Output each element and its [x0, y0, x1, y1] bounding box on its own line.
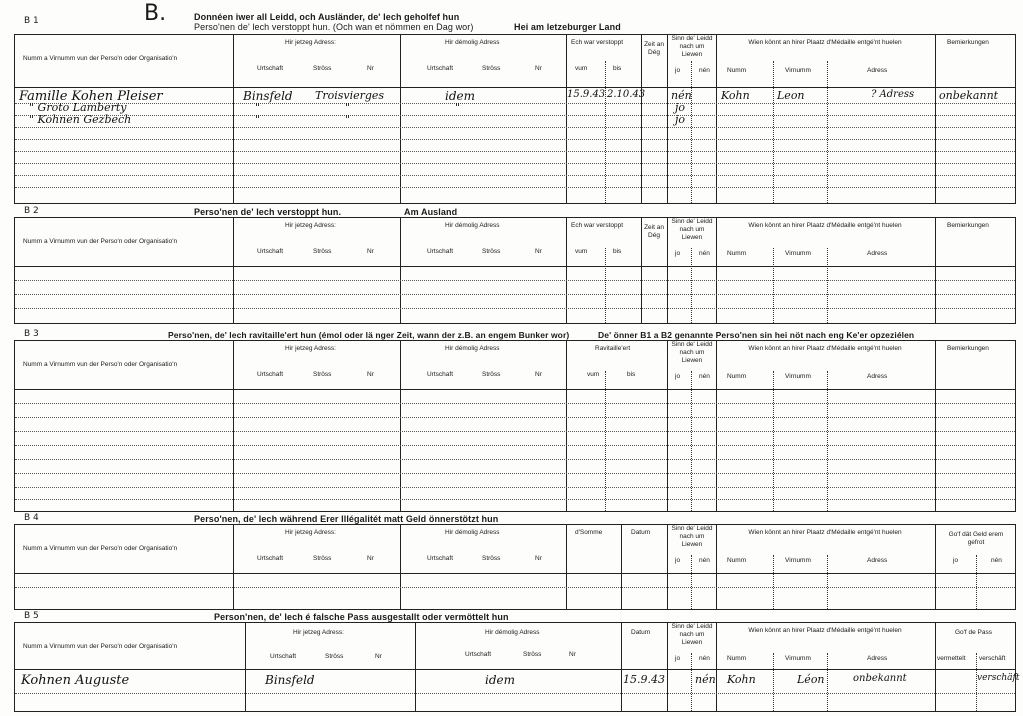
- row3-street: ": [345, 113, 351, 126]
- header-medal-address: Adress: [867, 557, 888, 564]
- header-remarks: Bemierkungen: [947, 39, 989, 46]
- header-yes: jo: [675, 557, 681, 564]
- header-medal-name: Numm: [727, 557, 747, 564]
- header-no: nén: [699, 655, 710, 662]
- header-old-street: Ströss: [482, 371, 501, 378]
- header-no: nén: [699, 557, 710, 564]
- row2-alive: jo: [675, 101, 686, 114]
- row3-place: ": [255, 113, 261, 126]
- header-medal-address: Adress: [867, 67, 888, 74]
- header-old-street: Ströss: [523, 651, 542, 658]
- header-hidden: Ech war verstoppt: [571, 39, 624, 46]
- header-street: Ströss: [313, 555, 332, 562]
- section-b1: [14, 1, 1016, 205]
- header-nr: Nr: [367, 555, 374, 562]
- header-from: vum: [575, 248, 588, 255]
- header-hidden: Ech war verstoppt: [571, 222, 624, 229]
- header-supplied: Ravitaille'ert: [595, 345, 631, 352]
- header-yes: jo: [675, 655, 681, 662]
- header-medal: Wien könnt an hirer Plaatz d'Médaille entgé'nt huelen: [748, 627, 902, 634]
- section-b5: [14, 611, 1020, 712]
- header-medal-first: Virnumm: [785, 67, 811, 74]
- header-pass-issued: vermettelt: [937, 655, 966, 662]
- section-label: B 4: [24, 513, 39, 523]
- header-old-place: Urtschaft: [427, 65, 454, 72]
- header-current-address: Hir jetzeg Adress:: [285, 345, 336, 352]
- header-old-place: Urtschaft: [427, 248, 454, 255]
- table-b4: [14, 524, 1016, 610]
- section-title-b: Am Ausland: [404, 207, 458, 217]
- header-old-nr: Nr: [535, 248, 542, 255]
- b5-row-pass: verschäft: [977, 673, 1020, 683]
- header-to: bis: [627, 371, 636, 378]
- header-name: Numm a Virnumm vun der Perso'n oder Organisatio'n: [23, 361, 178, 368]
- row2-old-address: ": [455, 101, 461, 114]
- header-medal: Wien könnt an hirer Plaatz d'Médaille entgé'nt huelen: [748, 529, 902, 536]
- header-from: vum: [587, 371, 600, 378]
- header-pass: Go'f de Pass: [955, 629, 993, 636]
- table-b1: [14, 34, 1016, 204]
- header-date: Datum: [631, 529, 651, 536]
- header-alive: Sinn de' Leidd nach um Liewen: [671, 35, 713, 58]
- header-nr: Nr: [367, 371, 374, 378]
- b5-row-old-address: idem: [485, 673, 515, 687]
- header-alive: Sinn de' Leidd nach um Liewen: [671, 341, 713, 364]
- header-nr: Nr: [367, 65, 374, 72]
- header-current-address: Hir jetzeg Adress:: [285, 222, 336, 229]
- header-medal: Wien könnt an hirer Plaatz d'Médaille entgé'nt huelen: [748, 39, 902, 46]
- header-pass-made: verschäft: [979, 655, 1006, 662]
- header-medal-first: Virnumm: [785, 373, 811, 380]
- header-alive: Sinn de' Leidd nach um Liewen: [671, 623, 713, 646]
- header-yes: jo: [675, 67, 681, 74]
- header-medal-name: Numm: [727, 67, 747, 74]
- header-time: Zeit an Dég: [644, 41, 664, 56]
- row2-name: " Groto Lamberty: [29, 101, 127, 114]
- header-medal-name: Numm: [727, 250, 747, 257]
- row2-street: ": [345, 101, 351, 114]
- row2-place: ": [255, 101, 261, 114]
- header-old-nr: Nr: [569, 651, 576, 658]
- header-money-yes: jo: [953, 557, 959, 564]
- header-yes: jo: [675, 250, 681, 257]
- header-old-address: Hir démolig Adress: [445, 39, 500, 46]
- header-old-address: Hir démolig Adress: [485, 629, 540, 636]
- header-to: bis: [613, 248, 622, 255]
- header-street: Ströss: [313, 371, 332, 378]
- row1-medal-address: ? Adress: [871, 89, 915, 100]
- b5-row-medal-address: onbekannt: [853, 673, 907, 684]
- section-label: B 5: [24, 611, 39, 621]
- table-b5: [14, 622, 1020, 712]
- header-sum: d'Somme: [575, 529, 603, 536]
- header-medal-address: Adress: [867, 250, 888, 257]
- section-subtitle: Perso'nen de' lech verstoppt hun. (Och wan et nömmen en Dag wor): [194, 22, 474, 32]
- row1-remarks: onbekannt: [939, 89, 999, 102]
- header-medal-name: Numm: [727, 655, 747, 662]
- header-medal-name: Numm: [727, 373, 747, 380]
- section-label: B 1: [24, 16, 39, 26]
- header-medal: Wien könnt an hirer Plaatz d'Médaille entgé'nt huelen: [748, 222, 902, 229]
- table-b3: [14, 340, 1016, 512]
- row1-from: 15.9.43: [567, 89, 606, 100]
- header-current-address: Hir jetzeg Adress:: [285, 529, 336, 536]
- header-current-address: Hir jetzeg Adress:: [293, 629, 344, 636]
- section-title: Perso'nen de' lech verstoppt hun.: [194, 207, 342, 217]
- header-old-address: Hir démolig Adress: [445, 345, 500, 352]
- header-from: vum: [575, 65, 588, 72]
- b5-row-medal-name: Kohn: [727, 673, 756, 686]
- section-b4: [14, 514, 1016, 610]
- header-old-street: Ströss: [482, 248, 501, 255]
- header-old-place: Urtschaft: [465, 651, 492, 658]
- header-time: Zeit an Dég: [644, 224, 664, 239]
- header-no: nén: [699, 250, 710, 257]
- header-alive: Sinn de' Leidd nach um Liewen: [671, 218, 713, 241]
- section-label: B 3: [24, 329, 39, 339]
- header-name: Numm a Virnumm vun der Perso'n oder Organisatio'n: [23, 238, 178, 245]
- header-old-place: Urtschaft: [427, 555, 454, 562]
- header-place: Urtschaft: [257, 65, 284, 72]
- header-street: Ströss: [325, 653, 344, 660]
- header-old-address: Hir démolig Adress: [445, 222, 500, 229]
- header-to: bis: [613, 65, 622, 72]
- header-old-nr: Nr: [535, 371, 542, 378]
- header-remarks: Bemierkungen: [947, 222, 989, 229]
- row1-name: Famille Kohen Pleiser: [19, 89, 163, 104]
- header-no: nén: [699, 373, 710, 380]
- header-old-nr: Nr: [535, 555, 542, 562]
- header-old-street: Ströss: [482, 65, 501, 72]
- section-title: Perso'nen, de' lech während Erer Illégalitét matt Geld önnerstötzt hun: [194, 514, 499, 524]
- header-name: Numm a Virnumm vun der Perso'n oder Organisatio'n: [23, 55, 178, 62]
- header-medal: Wien könnt an hirer Plaatz d'Médaille entgé'nt huelen: [748, 345, 902, 352]
- header-money-returned: Go'f dät Geld erem gefrot: [948, 531, 1004, 546]
- header-place: Urtschaft: [257, 371, 284, 378]
- header-old-place: Urtschaft: [427, 371, 454, 378]
- header-yes: jo: [675, 373, 681, 380]
- section-title-b: De' önner B1 a B2 genannte Perso'nen sin hei nöt nach eng Ke'er opzeziélen: [598, 330, 915, 340]
- section-title: Perso'nen, de' lech ravitaille'ert hun (émol oder lä nger Zeit, wann der z.B. an engem Bunker wor): [168, 330, 570, 340]
- header-no: nén: [699, 67, 710, 74]
- header-date: Datum: [631, 629, 651, 636]
- header-remarks: Bemierkungen: [947, 345, 989, 352]
- row1-medal-name: Kohn: [721, 89, 750, 102]
- row1-place: Binsfeld: [243, 89, 293, 103]
- b5-row-medal-first: Léon: [797, 673, 825, 686]
- header-nr: Nr: [367, 248, 374, 255]
- row1-alive: nén: [671, 89, 692, 102]
- section-b3: [14, 330, 1016, 512]
- header-medal-first: Virnumm: [785, 655, 811, 662]
- header-street: Ströss: [313, 248, 332, 255]
- header-old-address: Hir démolig Adress: [445, 529, 500, 536]
- section-letter: B.: [144, 1, 167, 26]
- header-old-street: Ströss: [482, 555, 501, 562]
- b5-row-date: 15.9.43: [623, 673, 665, 686]
- header-place: Urtschaft: [257, 248, 284, 255]
- b5-row-name: Kohnen Auguste: [21, 673, 130, 688]
- header-name: Numm a Virnumm vun der Perso'n oder Organisatio'n: [23, 643, 178, 650]
- section-title: Donnéen iwer all Leidd, och Ausländer, de' lech geholfef hun: [194, 12, 460, 22]
- row1-to: 2.10.43: [607, 89, 646, 100]
- row1-old-address: idem: [445, 89, 475, 103]
- section-title: Person'nen, de' lech é falsche Pass ausgestallt oder vermöttelt hun: [214, 612, 509, 622]
- row3-name: " Kohnen Gezbech: [29, 113, 132, 126]
- header-place: Urtschaft: [257, 555, 284, 562]
- header-place: Urtschaft: [270, 653, 297, 660]
- row1-medal-first: Leon: [777, 89, 805, 102]
- row1-street: Troisvierges: [315, 89, 385, 102]
- header-alive: Sinn de' Leidd nach um Liewen: [671, 525, 713, 548]
- header-street: Ströss: [313, 65, 332, 72]
- section-label: B 2: [24, 206, 39, 216]
- header-current-address: Hir jetzeg Adress:: [285, 39, 336, 46]
- section-subtitle-b: Hei am letzeburger Land: [514, 22, 621, 32]
- header-medal-address: Adress: [867, 655, 888, 662]
- table-b2: [14, 217, 1016, 324]
- header-money-no: nén: [991, 557, 1002, 564]
- header-name: Numm a Virnumm vun der Perso'n oder Organisatio'n: [23, 545, 178, 552]
- header-medal-first: Virnumm: [785, 250, 811, 257]
- header-nr: Nr: [375, 653, 382, 660]
- header-medal-address: Adress: [867, 373, 888, 380]
- header-old-nr: Nr: [535, 65, 542, 72]
- b5-row-place: Binsfeld: [265, 673, 315, 687]
- b5-row-alive: nén: [695, 673, 716, 686]
- header-medal-first: Virnumm: [785, 557, 811, 564]
- row3-alive: jo: [675, 113, 686, 126]
- section-b2: [14, 207, 1016, 325]
